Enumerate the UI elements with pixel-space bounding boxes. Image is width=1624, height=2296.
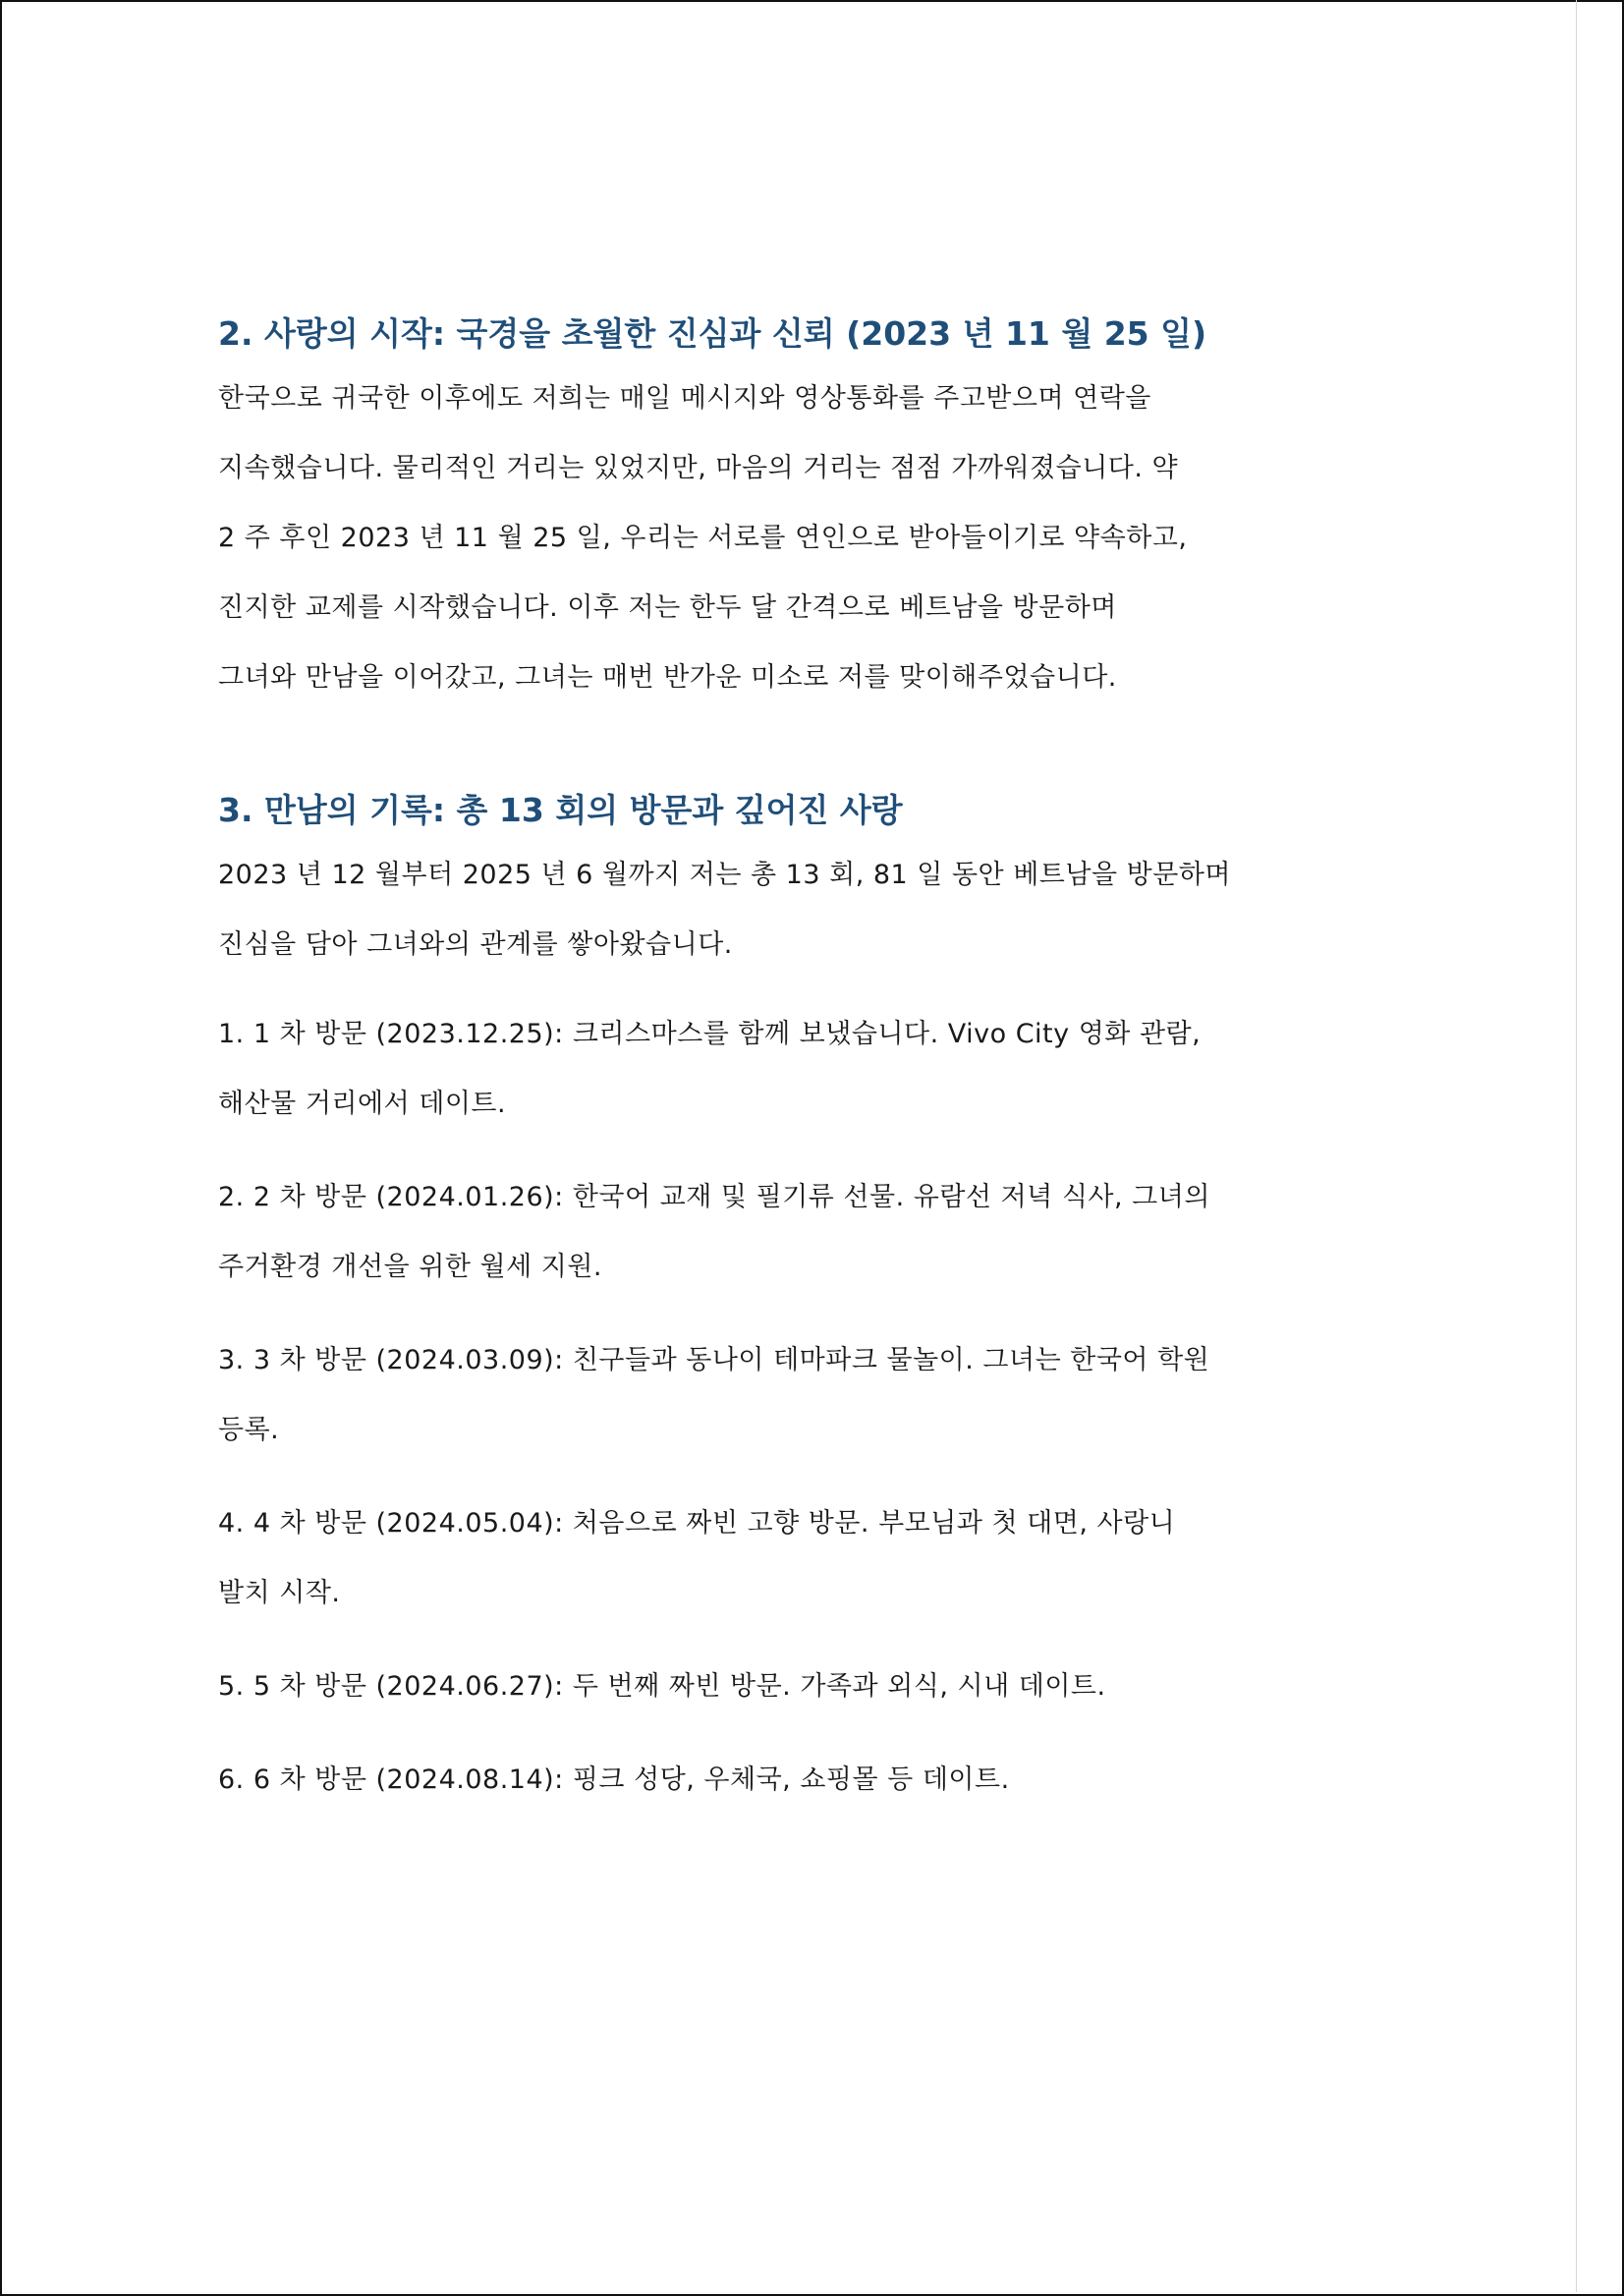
visit-line: 해산물 거리에서 데이트.	[218, 1089, 507, 1119]
paragraph-line: 그녀와 만남을 이어갔고, 그녀는 매번 반가운 미소로 저를 맞이해주었습니다.	[218, 662, 1117, 693]
visit-line: 6. 6 차 방문 (2024.08.14): 핑크 성당, 우체국, 쇼핑몰 등 데이트.	[218, 1764, 1010, 1795]
section-love-beginning	[218, 312, 1377, 712]
visit-line: 발치 시작.	[218, 1578, 341, 1608]
visit-line: 등록.	[218, 1415, 280, 1445]
visit-line: 4. 4 차 방문 (2024.05.04): 처음으로 짜빈 고향 방문. 부모님과 첫 대면, 사랑니	[218, 1508, 1176, 1539]
paragraph-line: 진지한 교제를 시작했습니다. 이후 저는 한두 달 간격으로 베트남을 방문하며	[218, 592, 1117, 623]
visit-line: 3. 3 차 방문 (2024.03.09): 친구들과 동나이 테마파크 물놀이. 그녀는 한국어 학원	[218, 1345, 1210, 1375]
visit-item-3	[218, 1325, 1377, 1465]
scan-edge-line	[1576, 0, 1577, 2292]
paragraph-line: 2023 년 12 월부터 2025 년 6 월까지 저는 총 13 회, 81 일 동안 베트남을 방문하며	[218, 860, 1231, 890]
paragraph-line: 한국으로 귀국한 이후에도 저희는 매일 메시지와 영상통화를 주고받으며 연락을	[218, 383, 1151, 414]
visit-list	[218, 999, 1377, 1815]
paragraph-line: 지속했습니다. 물리적인 거리는 있었지만, 마음의 거리는 점점 가까워졌습니다. 약	[218, 453, 1179, 483]
visit-item-2	[218, 1162, 1377, 1302]
paragraph-line: 진심을 담아 그녀와의 관계를 쌓아왔습니다.	[218, 929, 733, 960]
visit-line: 주거환경 개선을 위한 월세 지원.	[218, 1252, 602, 1282]
visit-line: 5. 5 차 방문 (2024.06.27): 두 번째 짜빈 방문. 가족과 외식, 시내 데이트.	[218, 1671, 1106, 1702]
section-2-heading: 2. 사랑의 시작: 국경을 초월한 진심과 신뢰 (2023 년 11 월 25 일)	[218, 314, 1207, 353]
section-3-intro	[218, 840, 1377, 980]
section-meeting-records	[218, 789, 1377, 1815]
visit-item-1	[218, 999, 1377, 1139]
visit-line: 2. 2 차 방문 (2024.01.26): 한국어 교재 및 필기류 선물. 유람선 저녁 식사, 그녀의	[218, 1182, 1210, 1212]
visit-item-6	[218, 1745, 1377, 1815]
section-3-heading: 3. 만남의 기록: 총 13 회의 방문과 깊어진 사랑	[218, 791, 903, 829]
visit-item-4	[218, 1488, 1377, 1628]
visit-item-5	[218, 1652, 1377, 1721]
section-2-paragraph	[218, 364, 1377, 712]
document-body	[218, 312, 1377, 1838]
paragraph-line: 2 주 후인 2023 년 11 월 25 일, 우리는 서로를 연인으로 받아들이기로 약속하고,	[218, 523, 1188, 553]
visit-line: 1. 1 차 방문 (2023.12.25): 크리스마스를 함께 보냈습니다. Vivo City 영화 관람,	[218, 1019, 1202, 1049]
